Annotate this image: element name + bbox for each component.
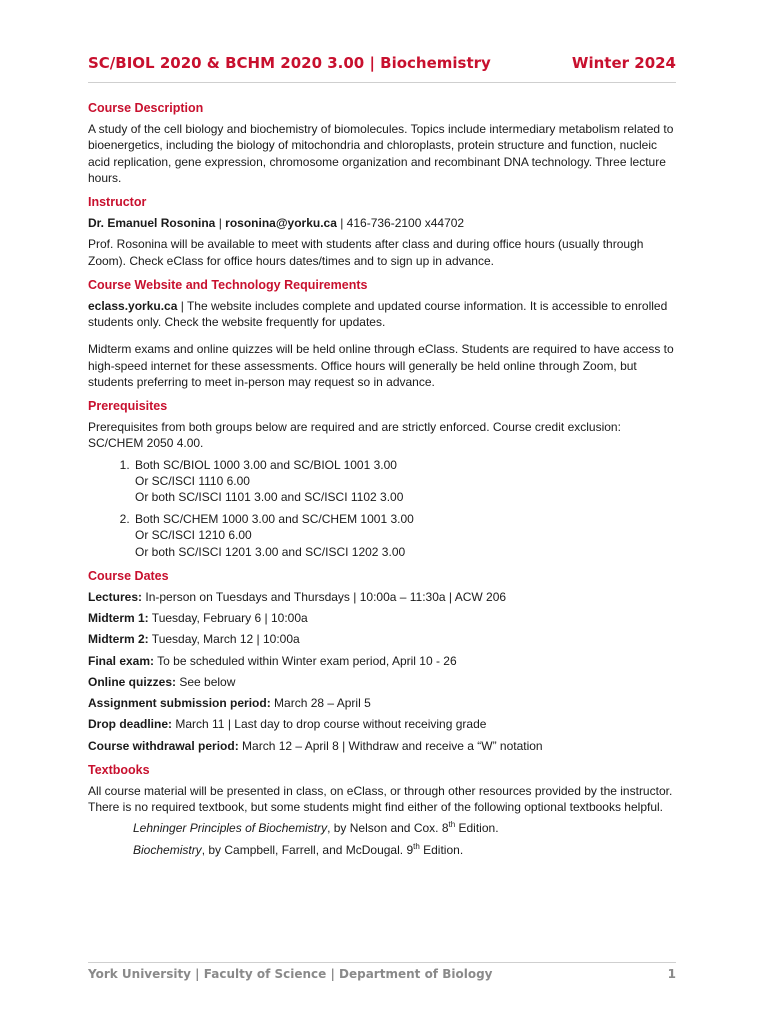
date-value: See below (176, 674, 236, 689)
section-textbooks (88, 762, 676, 858)
heading-instructor: Instructor (88, 195, 147, 210)
instructor-email: rosonina@yorku.ca (225, 216, 337, 231)
heading-course-dates: Course Dates (88, 568, 169, 583)
prereq-line: Or SC/ISCI 1110 6.00 (135, 473, 250, 488)
date-label: Midterm 2: (88, 632, 149, 647)
date-label: Online quizzes: (88, 674, 177, 689)
page-header (88, 54, 676, 83)
prereq-line: Or both SC/ISCI 1201 3.00 and SC/ISCI 1202 3.00 (135, 544, 406, 559)
list-item (88, 589, 676, 605)
textbook-item (88, 842, 676, 858)
instructor-text: Prof. Rosonina will be available to meet with students after class and during office hours (usually through Zoom). Check eClass for office hours dates/times and to sign up in advance. (88, 237, 644, 268)
date-value: March 11 | Last day to drop course without receiving grade (172, 717, 487, 732)
section-prerequisites (88, 398, 676, 560)
prereq-line: 1. Both SC/BIOL 1000 3.00 and SC/BIOL 1001 3.00 (135, 457, 397, 472)
edition-suffix: th (448, 820, 456, 830)
textbook-title: Lehninger Principles of Biochemistry (133, 821, 328, 836)
instructor-phone: | 416-736-2100 x44702 (336, 216, 465, 231)
date-label: Course withdrawal period: (88, 738, 239, 753)
prereq-line: Or SC/ISCI 1210 6.00 (135, 528, 252, 543)
heading-textbooks: Textbooks (88, 762, 150, 777)
date-label: Assignment submission period: (88, 696, 271, 711)
date-value: March 12 – April 8 | Withdraw and receive a “W” notation (238, 738, 543, 753)
page-footer (88, 962, 676, 981)
date-value: Tuesday, February 6 | 10:00a (148, 611, 308, 626)
list-item (88, 653, 676, 669)
textbook-author: , by Nelson and Cox. 8 (327, 821, 449, 836)
date-value: Tuesday, March 12 | 10:00a (148, 632, 300, 647)
page-content (88, 100, 676, 866)
date-value: To be scheduled within Winter exam period, April 10 - 26 (154, 653, 457, 668)
edition-label: Edition. (419, 842, 464, 857)
course-description-text: A study of the cell biology and biochemistry of biomolecules. Topics include intermediary metabolism related to bioenergetics, including the biology of mitochondria and chloroplasts, protein structure and function, nucleic acid replication, gene expression, chromosome organization and recombinant DNA technology. Three lecture hours. (88, 122, 674, 185)
date-label: Lectures: (88, 590, 143, 605)
list-item (133, 511, 676, 560)
separator: | (215, 216, 226, 231)
prereq-line: Or both SC/ISCI 1101 3.00 and SC/ISCI 1102 3.00 (135, 490, 404, 505)
section-course-dates (88, 568, 676, 754)
date-value: In-person on Tuesdays and Thursdays | 10:00a – 11:30a | ACW 206 (142, 590, 507, 605)
date-label: Final exam: (88, 653, 155, 668)
list-item (88, 631, 676, 647)
term-label: Winter 2024 (571, 54, 676, 72)
heading-website: Course Website and Technology Requirements (88, 277, 368, 292)
list-item (88, 695, 676, 711)
instructor-name: Dr. Emanuel Rosonina (88, 216, 216, 231)
section-instructor (88, 194, 676, 269)
heading-prerequisites: Prerequisites (88, 399, 168, 414)
textbooks-text: All course material will be presented in class, on eClass, or through other resources provided by the instructor. There is no required textbook, but some students might find either of the following optional textbooks helpful. (88, 783, 673, 815)
section-course-description (88, 100, 676, 186)
instructor-contact (88, 215, 676, 231)
prerequisite-groups (88, 457, 676, 560)
textbook-title: Biochemistry (133, 842, 202, 857)
list-item (133, 457, 676, 506)
edition-label: Edition. (455, 821, 499, 836)
website-description: | The website includes complete and updated course information. It is accessible to enrolled students only. Check the website frequently for updates. (88, 299, 668, 330)
page-number: 1 (667, 967, 676, 981)
course-title: SC/BIOL 2020 & BCHM 2020 3.00 | Biochemistry (88, 54, 491, 72)
date-label: Drop deadline: (88, 717, 173, 732)
list-item (88, 610, 676, 626)
prereq-line: 2. Both SC/CHEM 1000 3.00 and SC/CHEM 1001 3.00 (135, 512, 414, 527)
footer-text: York University | Faculty of Science | Department of Biology (88, 967, 493, 981)
date-label: Midterm 1: (88, 611, 149, 626)
prerequisites-text: Prerequisites from both groups below are required and are strictly enforced. Course credit exclusion: SC/CHEM 2050 4.00. (88, 420, 621, 451)
dates-list (88, 589, 676, 754)
list-item (88, 738, 676, 754)
edition-suffix: th (413, 841, 420, 851)
section-website (88, 277, 676, 390)
website-text-2: Midterm exams and online quizzes will be held online through eClass. Students are required to have access to high-speed internet for these assessments. Office hours will generally be held online through Zoom, but students preferring to meet in-person may request so in advance. (88, 342, 674, 389)
list-item (88, 674, 676, 690)
website-url: eclass.yorku.ca (88, 299, 178, 314)
heading-course-description: Course Description (88, 101, 204, 115)
textbook-author: , by Campbell, Farrell, and McDougal. 9 (201, 842, 414, 857)
textbook-item (88, 820, 676, 836)
list-item (88, 716, 676, 732)
website-text-1 (88, 298, 676, 330)
date-value: March 28 – April 5 (270, 696, 371, 711)
